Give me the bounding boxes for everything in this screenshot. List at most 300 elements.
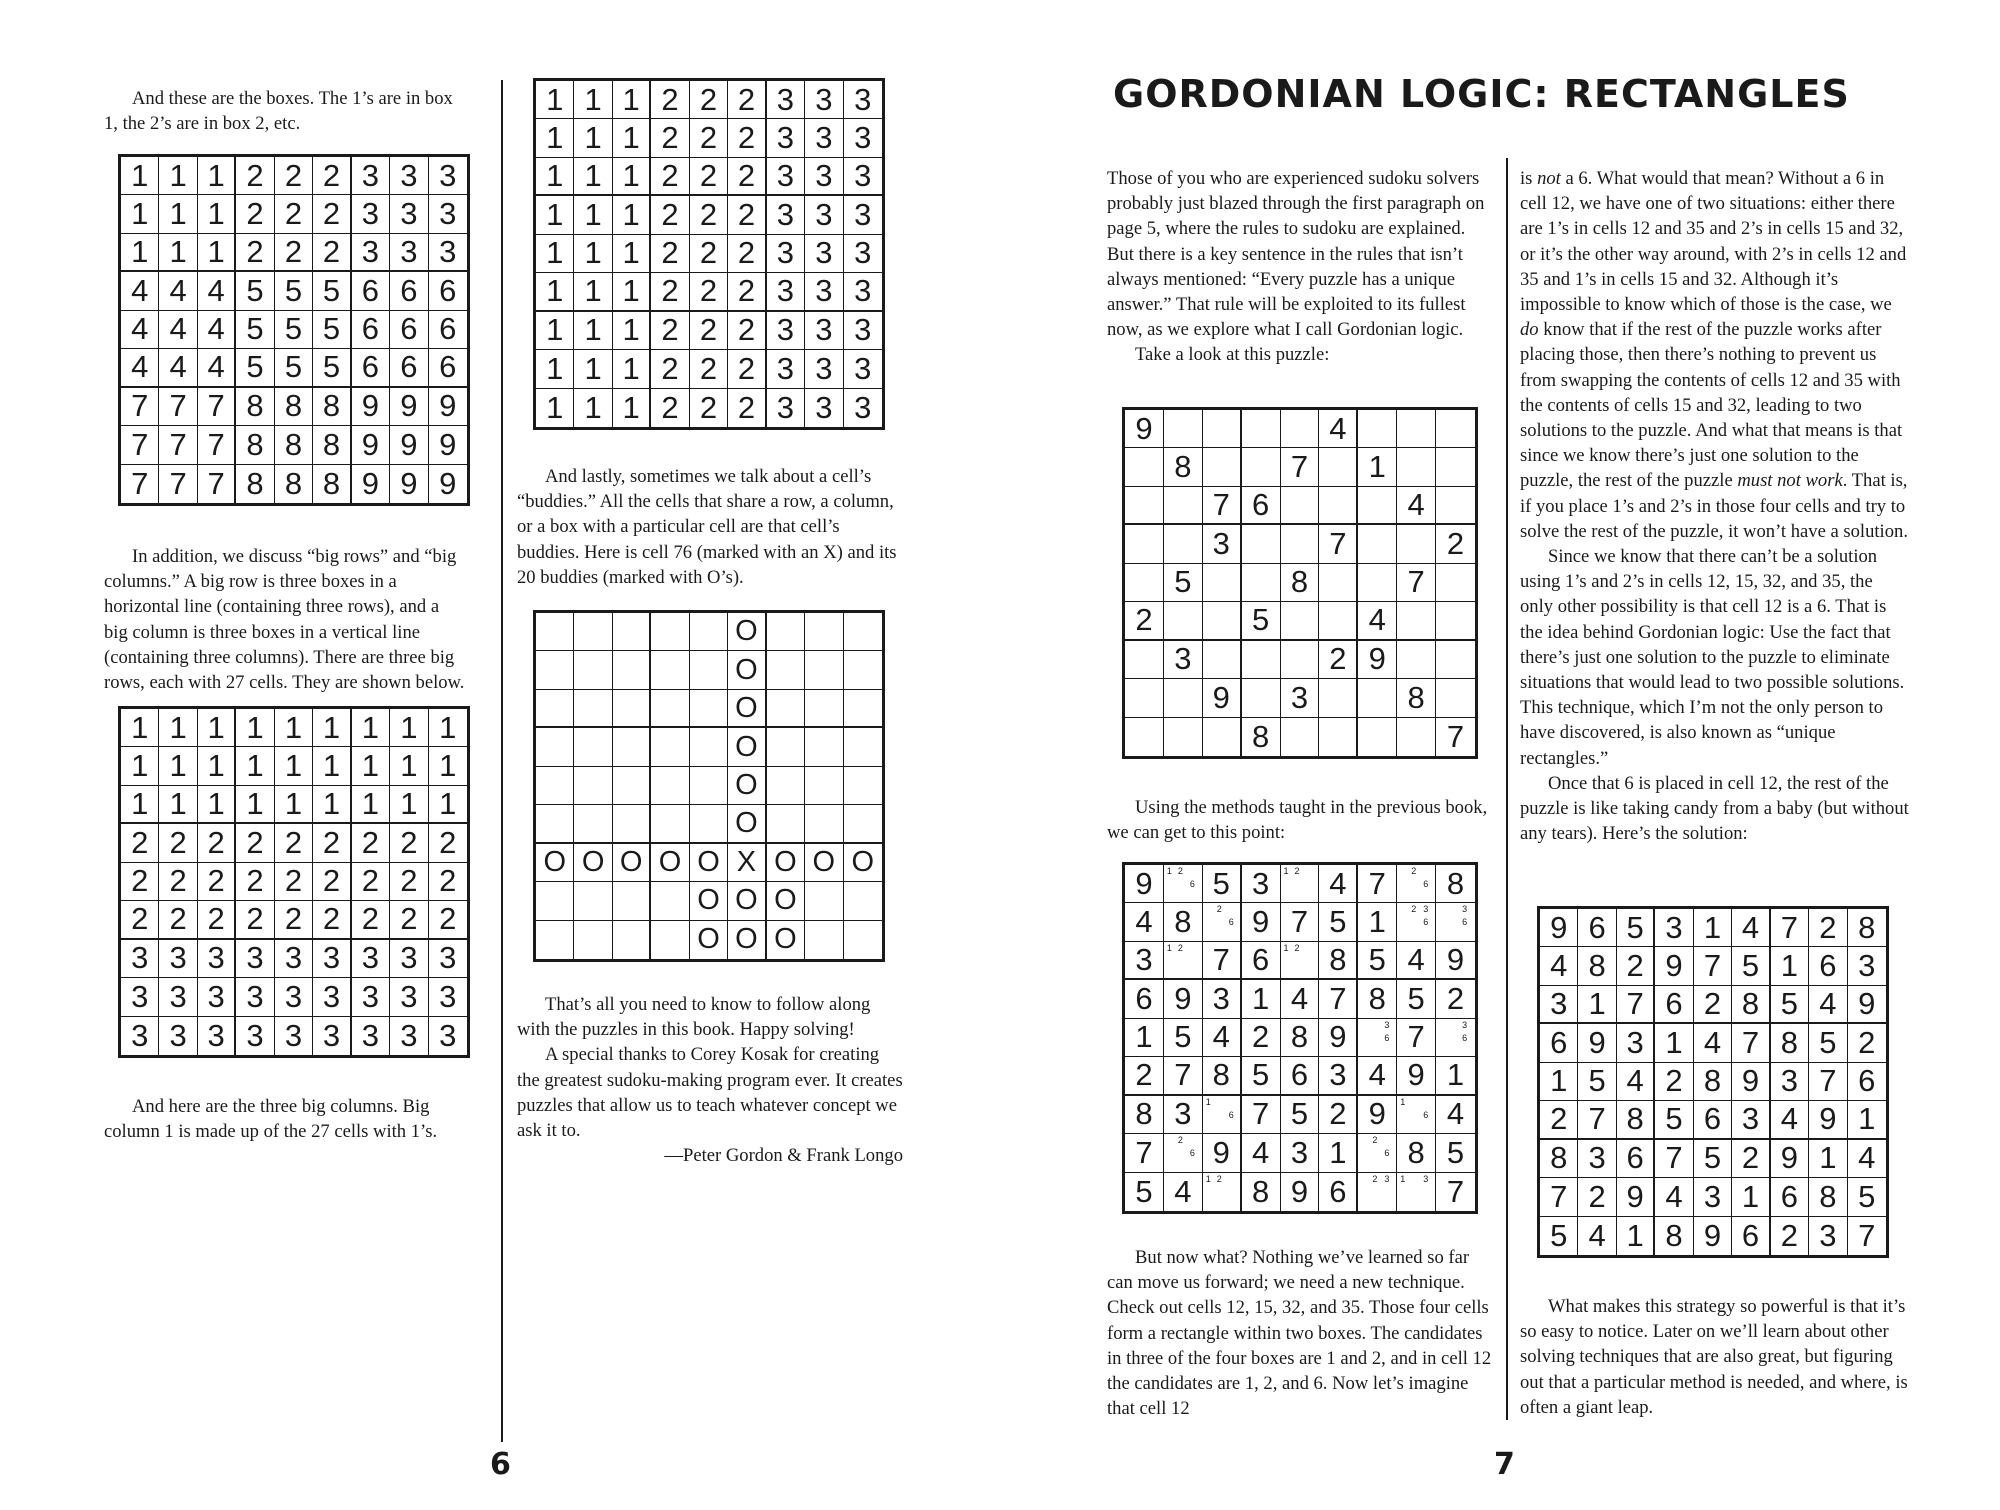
cell-digit: 1	[439, 786, 457, 822]
grid-cell	[844, 690, 882, 728]
cell-digit: 1	[131, 748, 149, 784]
cell-digit: 9	[1407, 1057, 1425, 1093]
cell-digit: 1	[546, 158, 564, 194]
grid-cell	[1397, 1057, 1436, 1095]
cell-digit: 6	[400, 349, 418, 385]
cell-digit: 2	[661, 350, 679, 386]
paragraph-thanks: A special thanks to Corey Kosak for creating the greatest sudoku-making program ever. It creates puzzles that allow us to teach whatever concept we ask it to.	[517, 1044, 903, 1142]
grid-cell	[690, 119, 728, 157]
paragraph-happy-solving: That’s all you need to know to follow along with the puzzles in this book. Happy solving!	[517, 994, 871, 1041]
grid-cell	[159, 311, 197, 349]
cell-digit: 4	[1446, 1096, 1465, 1132]
cell-digit: 7	[1819, 1063, 1837, 1099]
cell-digit: 3	[854, 273, 872, 309]
page-number-right: 7	[1494, 1447, 1515, 1482]
big-rows-grid	[118, 706, 470, 1058]
grid-cell	[690, 728, 728, 766]
cell-digit: O	[851, 845, 875, 878]
grid-cell	[1732, 1178, 1770, 1216]
cell-digit: 8	[1741, 986, 1760, 1022]
cell-digit: 2	[661, 273, 679, 309]
cell-digit: 5	[1780, 986, 1798, 1022]
cell-digit: 2	[661, 158, 679, 194]
cell-digit: 2	[400, 863, 418, 899]
grid-cell	[1358, 1134, 1397, 1172]
grid-cell	[844, 882, 882, 920]
cell-digit: 1	[284, 748, 303, 784]
grid-cell	[198, 426, 236, 464]
grid-cell	[352, 747, 390, 785]
cell-digit: 1	[546, 389, 564, 425]
grid-cell	[1436, 1057, 1475, 1095]
grid-cell	[429, 465, 467, 503]
cell-digit: 2	[1665, 1063, 1683, 1099]
grid-cell	[613, 805, 651, 843]
grid-cell	[651, 273, 689, 311]
grid-cell	[275, 157, 313, 195]
grid-cell	[651, 158, 689, 196]
cell-digit: 9	[439, 388, 457, 424]
cell-digit: 4	[207, 349, 225, 385]
grid-cell	[728, 844, 766, 882]
grid-cell	[121, 157, 159, 195]
cell-digit: 6	[361, 349, 379, 385]
cell-digit: 4	[1858, 1140, 1876, 1176]
cell-digit: 5	[1290, 1096, 1309, 1132]
cell-digit: 3	[776, 273, 794, 309]
grid-cell	[690, 158, 728, 196]
grid-cell	[236, 709, 274, 747]
cell-digit: 1	[584, 235, 602, 271]
grid-cell	[390, 940, 428, 978]
grid-cell	[767, 613, 805, 651]
cell-digit: 1	[207, 157, 225, 193]
grid-cell	[1319, 525, 1358, 563]
cell-digit: 3	[246, 940, 264, 976]
grid-cell	[1319, 410, 1358, 448]
cell-digit: 3	[1703, 1178, 1722, 1214]
grid-cell	[613, 844, 651, 882]
grid-cell	[275, 709, 313, 747]
left-column-1	[104, 86, 466, 136]
grid-cell	[313, 349, 351, 387]
cell-digit: 3	[131, 940, 149, 976]
grid-cell	[121, 234, 159, 272]
grid-cell	[1203, 448, 1242, 486]
grid-cell	[1397, 448, 1436, 486]
grid-cell	[352, 1017, 390, 1055]
grid-cell	[536, 613, 574, 651]
grid-cell	[1203, 525, 1242, 563]
grid-cell	[1578, 1024, 1616, 1062]
grid-cell	[1242, 718, 1281, 756]
grid-cell	[728, 81, 766, 119]
grid-cell	[1848, 1101, 1886, 1139]
cell-digit: O	[658, 845, 682, 878]
grid-cell	[613, 767, 651, 805]
cell-digit: 3	[854, 81, 872, 117]
grid-cell	[1397, 718, 1436, 756]
grid-cell	[121, 978, 159, 1016]
grid-cell	[728, 158, 766, 196]
cell-digit: 1	[361, 748, 379, 784]
cell-digit: 1	[284, 786, 303, 822]
grid-cell	[198, 388, 236, 426]
grid-cell	[1319, 903, 1358, 941]
cell-digit: 2	[284, 234, 303, 270]
candidate-mark: 1	[1400, 1173, 1406, 1184]
cell-digit: 1	[207, 196, 225, 232]
cell-digit: 3	[815, 197, 833, 233]
cell-digit: 8	[246, 426, 264, 462]
cell-digit: 1	[1329, 1134, 1347, 1170]
grid-cell	[1732, 1024, 1770, 1062]
cell-digit: 8	[1407, 1134, 1425, 1170]
cell-digit: 5	[1407, 981, 1425, 1017]
cell-digit: 3	[361, 940, 379, 976]
grid-cell	[1436, 602, 1475, 640]
grid-cell	[613, 119, 651, 157]
paragraph-big-columns: And here are the three big columns. Big column 1 is made up of the 27 cells with 1’s.	[104, 1096, 438, 1143]
grid-cell	[429, 786, 467, 824]
grid-cell	[767, 844, 805, 882]
grid-cell	[313, 1017, 351, 1055]
cell-digit: 1	[546, 235, 564, 271]
cell-digit: 2	[284, 196, 303, 232]
cell-digit: 9	[1588, 1025, 1606, 1061]
candidate-mark: 2	[1177, 942, 1183, 953]
grid-cell	[690, 805, 728, 843]
grid-cell	[1319, 602, 1358, 640]
cell-digit: 7	[131, 426, 149, 462]
grid-cell	[390, 709, 428, 747]
grid-cell	[1540, 1217, 1578, 1255]
grid-cell	[651, 651, 689, 689]
cell-digit: 4	[169, 273, 187, 309]
cell-digit: 2	[1446, 981, 1465, 1017]
grid-cell	[1655, 1140, 1693, 1178]
grid-cell	[1358, 641, 1397, 679]
cell-digit: 9	[361, 426, 379, 462]
cell-digit: 2	[1858, 1025, 1876, 1061]
grid-cell	[198, 863, 236, 901]
cell-digit: 1	[439, 709, 457, 745]
grid-cell	[1578, 1178, 1616, 1216]
grid-cell	[1125, 1173, 1164, 1211]
grid-cell	[1319, 1134, 1358, 1172]
grid-cell	[728, 805, 766, 843]
grid-cell	[1809, 1140, 1847, 1178]
candidate-mark: 3	[1462, 1019, 1468, 1030]
grid-cell	[651, 767, 689, 805]
grid-cell	[1655, 1063, 1693, 1101]
grid-cell	[767, 196, 805, 234]
grid-cell	[352, 272, 390, 310]
grid-cell	[352, 388, 390, 426]
cell-digit: 9	[1290, 1173, 1309, 1209]
cell-digit: 1	[622, 158, 640, 194]
cell-digit: 8	[1174, 904, 1192, 940]
grid-cell	[1397, 1019, 1436, 1057]
grid-cell	[1694, 947, 1732, 985]
grid-cell	[574, 273, 612, 311]
cell-digit: 2	[169, 901, 187, 937]
cell-digit: 7	[1858, 1217, 1876, 1253]
grid-cell	[121, 786, 159, 824]
cell-digit: 7	[1290, 449, 1309, 485]
grid-cell	[1125, 679, 1164, 717]
grid-cell	[1281, 602, 1320, 640]
grid-cell	[805, 844, 843, 882]
grid-cell	[121, 940, 159, 978]
grid-cell	[1281, 1134, 1320, 1172]
grid-cell	[121, 465, 159, 503]
grid-cell	[728, 613, 766, 651]
cell-digit: O	[774, 845, 797, 878]
grid-cell	[1125, 1134, 1164, 1172]
cell-digit: 2	[661, 389, 679, 425]
grid-cell	[1164, 718, 1203, 756]
cell-digit: 8	[246, 388, 264, 424]
grid-cell	[1540, 1178, 1578, 1216]
cell-digit: 6	[1251, 942, 1270, 978]
grid-cell	[1281, 487, 1320, 525]
cell-digit: 5	[246, 273, 264, 309]
grid-cell	[1164, 1057, 1203, 1095]
grid-cell	[728, 767, 766, 805]
grid-cell	[121, 311, 159, 349]
grid-cell	[198, 978, 236, 1016]
grid-cell	[198, 747, 236, 785]
candidate-mark: 1	[1166, 866, 1172, 876]
cell-digit: 1	[546, 81, 564, 117]
cell-digit: 3	[400, 940, 418, 976]
grid-cell	[236, 747, 274, 785]
candidate-mark: 6	[1228, 1109, 1234, 1120]
grid-cell	[1164, 942, 1203, 980]
cell-digit: 3	[361, 978, 379, 1014]
cell-digit: 5	[246, 311, 264, 347]
candidate-mark: 6	[1384, 1032, 1390, 1043]
grid-cell	[390, 426, 428, 464]
cell-digit: 5	[1588, 1063, 1606, 1099]
cell-digit: 3	[1290, 679, 1309, 715]
cell-digit: 3	[1741, 1101, 1760, 1137]
cell-digit: 8	[322, 388, 341, 424]
cell-digit: 4	[169, 311, 187, 347]
cell-digit: 1	[131, 709, 149, 745]
cell-digit: 3	[1212, 526, 1230, 562]
cell-digit: 6	[400, 311, 418, 347]
cell-digit: 1	[169, 196, 187, 232]
cell-digit: 3	[439, 940, 457, 976]
cell-digit: 1	[361, 709, 379, 745]
grid-cell	[1848, 1024, 1886, 1062]
grid-cell	[1848, 947, 1886, 985]
grid-cell	[390, 157, 428, 195]
cell-digit: 3	[776, 350, 794, 386]
grid-cell	[574, 728, 612, 766]
cell-digit: 2	[322, 157, 341, 193]
cell-digit: 1	[169, 157, 187, 193]
grid-cell	[1319, 1057, 1358, 1095]
grid-cell	[352, 195, 390, 233]
grid-cell	[1771, 1063, 1809, 1101]
cell-digit: 3	[400, 978, 418, 1014]
grid-cell	[1164, 602, 1203, 640]
cell-digit: O	[581, 845, 605, 878]
grid-cell	[1203, 980, 1242, 1018]
cell-digit: 2	[737, 312, 756, 348]
grid-cell	[1540, 1101, 1578, 1139]
grid-cell	[1319, 718, 1358, 756]
grid-cell	[690, 235, 728, 273]
cell-digit: 3	[854, 158, 872, 194]
grid-cell	[352, 234, 390, 272]
grid-cell	[1203, 865, 1242, 903]
cell-digit: 3	[1135, 942, 1153, 978]
cell-digit: 1	[1588, 986, 1606, 1022]
grid-cell	[613, 312, 651, 350]
cell-digit: 3	[776, 312, 794, 348]
candidate-mark: 6	[1423, 879, 1429, 889]
cell-digit: 1	[207, 786, 225, 822]
cell-digit: 6	[439, 273, 457, 309]
grid-cell	[613, 350, 651, 388]
grid-cell	[390, 272, 428, 310]
cell-digit: 2	[1780, 1217, 1798, 1253]
cell-digit: 9	[1135, 410, 1153, 446]
grid-cell	[651, 196, 689, 234]
buddies-grid	[533, 610, 885, 962]
left-column-1-end	[104, 1094, 466, 1144]
grid-cell	[159, 824, 197, 862]
grid-cell	[1125, 865, 1164, 903]
cell-digit: O	[697, 845, 720, 878]
cell-digit: 7	[1446, 718, 1465, 754]
cell-digit: 8	[1368, 981, 1386, 1017]
grid-cell	[1848, 1140, 1886, 1178]
grid-cell	[574, 196, 612, 234]
grid-cell	[159, 709, 197, 747]
cell-digit: 1	[361, 786, 379, 822]
cell-digit: 3	[1212, 981, 1230, 1017]
paragraph-powerful: What makes this strategy so powerful is that it’s so easy to notice. Later on we’ll learn about other solving techniques that are also great, but figuring out that a particular method is needed, and where, is often a giant leap.	[1520, 1296, 1908, 1418]
grid-cell	[121, 747, 159, 785]
grid-cell	[1164, 1096, 1203, 1134]
grid-cell	[159, 901, 197, 939]
cell-digit: O	[735, 923, 758, 956]
grid-cell	[236, 272, 274, 310]
cell-digit: 3	[815, 81, 833, 117]
grid-cell	[275, 388, 313, 426]
cell-digit: 1	[622, 120, 640, 156]
cell-digit: 2	[737, 81, 756, 117]
grid-cell	[1203, 564, 1242, 602]
grid-cell	[236, 195, 274, 233]
grid-cell	[728, 728, 766, 766]
grid-cell	[121, 272, 159, 310]
cell-digit: 2	[131, 825, 149, 861]
paragraph-intro: Those of you who are experienced sudoku solvers probably just blazed through the first paragraph on page 5, where the rules to sudoku are explained. But there is a key sentence in the rules that isn’t always mentioned: “Every puzzle has a unique answer.” That rule will be exploited to its fullest now, as we explore what I call Gordonian logic.	[1107, 168, 1485, 341]
grid-cell	[844, 767, 882, 805]
candidate-mark: 1	[1283, 942, 1289, 953]
grid-cell	[844, 312, 882, 350]
cell-digit: 3	[1174, 641, 1192, 677]
cell-digit: 4	[1174, 1173, 1192, 1209]
grid-cell	[1203, 602, 1242, 640]
grid-cell	[690, 651, 728, 689]
cell-digit: 6	[1703, 1101, 1722, 1137]
grid-cell	[536, 882, 574, 920]
cell-digit: 4	[1290, 981, 1309, 1017]
cell-digit: 8	[322, 426, 341, 462]
grid-cell	[1358, 487, 1397, 525]
grid-cell	[1281, 1173, 1320, 1211]
cell-digit: 1	[169, 786, 187, 822]
cell-digit: 3	[854, 350, 872, 386]
candidate-mark: 6	[1384, 1148, 1390, 1159]
grid-cell	[121, 426, 159, 464]
cell-digit: 1	[1780, 948, 1798, 984]
grid-cell	[313, 272, 351, 310]
grid-cell	[1436, 1173, 1475, 1211]
cell-digit: 5	[322, 311, 341, 347]
grid-cell	[1319, 1096, 1358, 1134]
cell-digit: 6	[1588, 909, 1606, 945]
grid-cell	[1617, 1024, 1655, 1062]
grid-cell	[1397, 903, 1436, 941]
grid-cell	[613, 273, 651, 311]
cell-digit: 3	[246, 1017, 264, 1053]
cell-digit: 1	[246, 709, 264, 745]
page-title: GORDONIAN LOGIC: RECTANGLES	[1113, 72, 1850, 116]
grid-cell	[767, 690, 805, 728]
cell-digit: 1	[584, 389, 602, 425]
cell-digit: 3	[815, 235, 833, 271]
cell-digit: 1	[322, 786, 341, 822]
cell-digit: 2	[737, 158, 756, 194]
grid-cell	[1164, 1019, 1203, 1057]
grid-cell	[275, 465, 313, 503]
grid-cell	[1578, 947, 1616, 985]
cell-digit: 2	[737, 120, 756, 156]
cell-digit: 2	[1741, 1140, 1760, 1176]
grid-cell	[313, 901, 351, 939]
grid-cell	[1694, 986, 1732, 1024]
grid-cell	[690, 613, 728, 651]
grid-cell	[613, 728, 651, 766]
grid-cell	[651, 312, 689, 350]
cell-digit: 1	[622, 273, 640, 309]
cell-digit: 1	[207, 234, 225, 270]
cell-digit: 2	[737, 197, 756, 233]
cell-digit: 7	[1665, 1140, 1683, 1176]
grid-cell	[275, 747, 313, 785]
grid-cell	[1694, 1178, 1732, 1216]
grid-cell	[728, 119, 766, 157]
grid-cell	[574, 882, 612, 920]
grid-cell	[1397, 641, 1436, 679]
grid-cell	[613, 235, 651, 273]
cell-digit: 2	[661, 197, 679, 233]
grid-cell	[313, 709, 351, 747]
grid-cell	[1242, 865, 1281, 903]
grid-cell	[352, 863, 390, 901]
grid-cell	[767, 389, 805, 427]
cell-digit: X	[736, 845, 757, 878]
grid-cell	[159, 157, 197, 195]
